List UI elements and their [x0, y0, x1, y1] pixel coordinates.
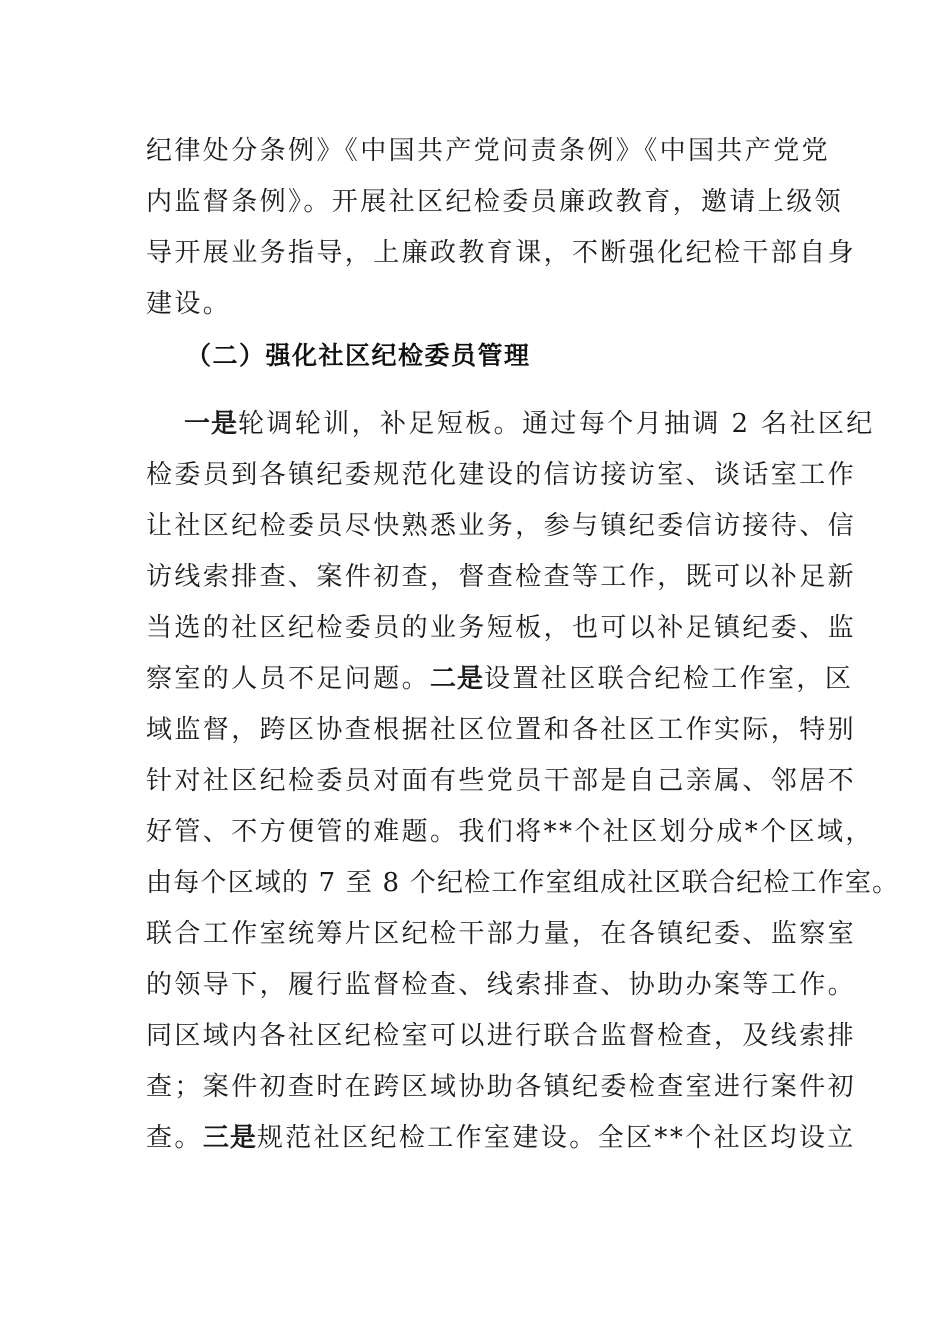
text-line: 同区域内各社区纪检室可以进行联合监督检查，及线索排 — [146, 1021, 857, 1051]
text-line: 导开展业务指导，上廉政教育课，不断强化纪检干部自身 — [146, 238, 857, 268]
emphasis-second: 二是 — [430, 664, 485, 694]
text-line: 让社区纪检委员尽快熟悉业务，参与镇纪委信访接待、信 — [146, 511, 857, 541]
text-line: 由每个区域的 7 至 8 个纪检工作室组成社区联合纪检工作室。 — [146, 868, 900, 898]
text-line: 建设。 — [146, 289, 232, 319]
emphasis-first: 一是 — [184, 409, 239, 439]
text-line — [146, 1113, 856, 1164]
text-line: 纪律处分条例》《中国共产党问责条例》《中国共产党党 — [146, 136, 831, 166]
text-line — [146, 399, 875, 450]
text-line: 查；案件初查时在跨区域协助各镇纪委检查室进行案件初 — [146, 1072, 857, 1102]
text-line: 好管、不方便管的难题。我们将**个社区划分成*个区域， — [146, 817, 874, 847]
text-line: 当选的社区纪检委员的业务短板，也可以补足镇纪委、监 — [146, 613, 857, 643]
text-line: 访线索排查、案件初查，督查检查等工作，既可以补足新 — [146, 562, 857, 592]
paragraph-management — [146, 399, 900, 1164]
text-segment: 察室的人员不足问题。 — [146, 664, 431, 694]
text-segment: 设置社区联合纪检工作室，区 — [484, 664, 854, 694]
text-segment: 查。 — [146, 1123, 203, 1153]
text-segment: 规范社区纪检工作室建设。全区**个社区均设立 — [256, 1123, 856, 1153]
text-line: 联合工作室统筹片区纪检干部力量，在各镇纪委、监察室 — [146, 919, 857, 949]
text-line: 针对社区纪检委员对面有些党员干部是自己亲属、邻居不 — [146, 766, 857, 796]
text-line: 的领导下，履行监督检查、线索排查、协助办案等工作。 — [146, 970, 857, 1000]
text-line: 检委员到各镇纪委规范化建设的信访接访室、谈话室工作 — [146, 460, 857, 490]
emphasis-third: 三是 — [202, 1123, 257, 1153]
text-line: 域监督，跨区协查根据社区位置和各社区工作实际，特别 — [146, 715, 857, 745]
text-line — [146, 654, 854, 705]
text-line: 内监督条例》。开展社区纪检委员廉政教育，邀请上级领 — [146, 187, 844, 217]
paragraph-continued — [146, 126, 857, 330]
text-segment: 轮调轮训，补足短板。通过每个月抽调 2 名社区纪 — [238, 409, 875, 439]
section-heading: （二）强化社区纪检委员管理 — [186, 341, 531, 370]
